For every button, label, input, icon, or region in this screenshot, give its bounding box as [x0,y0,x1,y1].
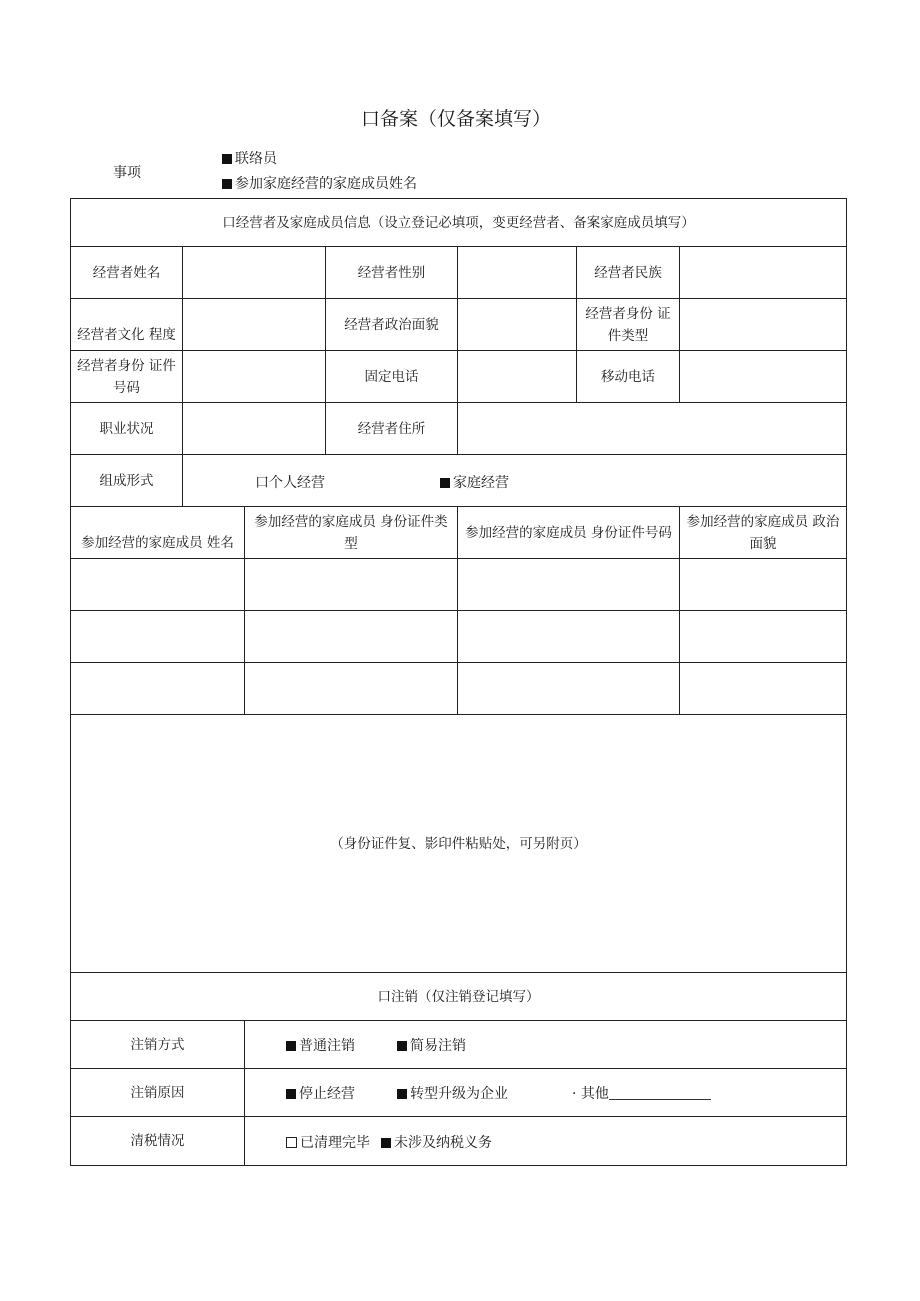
mobile-label: 移动电话 [601,368,655,385]
landline-label: 固定电话 [364,368,419,385]
item-option-liaison[interactable]: 联络员 [222,148,277,168]
checked-box-icon [381,1138,391,1148]
name-field[interactable] [183,247,325,298]
checked-box-icon [397,1041,407,1051]
checked-box-icon [286,1089,296,1099]
address-label: 经营者住所 [357,420,426,437]
landline-field[interactable] [458,351,576,402]
ethnicity-field[interactable] [680,247,846,298]
id-type-label: 经营者身份 证件类型 [585,305,671,344]
method-label: 注销方式 [130,1036,185,1053]
id-number-label: 经营者身份 证件号码 [77,357,176,396]
family-col-name: 参加经营的家庭成员 姓名 [81,535,234,551]
form-option-individual[interactable]: 口个人经营 [255,475,325,491]
tax-option-not-applicable[interactable]: 未涉及纳税义务 [381,1132,492,1152]
gender-field[interactable] [458,247,576,298]
other-reason-input[interactable] [609,1087,711,1100]
political-label: 经营者政治面貌 [344,316,439,333]
reason-option-other[interactable]: · 其他 [572,1083,711,1103]
form-option-family[interactable]: 家庭经营 [440,472,509,492]
education-field[interactable] [183,299,325,350]
occupation-label: 职业状况 [99,420,154,437]
reason-label: 注销原因 [130,1084,185,1101]
method-option-simple[interactable]: 简易注销 [397,1035,466,1055]
ethnicity-label: 经营者民族 [594,264,662,281]
id-copy-area: （身份证件复、影印件粘贴处，可另附页） [330,835,587,852]
form-label: 组成形式 [99,472,154,489]
checked-box-icon [222,179,232,189]
cancellation-title: 口注销（仅注销登记填写） [377,988,540,1005]
id-type-field[interactable] [680,299,846,350]
family-member-rows[interactable] [71,559,846,714]
unchecked-box-icon [286,1137,297,1148]
filing-title: 口备案（仅备案填写） [361,108,552,130]
family-col-id-type: 参加经营的家庭成员 身份证件类型 [254,513,448,552]
family-col-id-number: 参加经营的家庭成员 身份证件号码 [465,524,672,541]
operator-section-title: 口经营者及家庭成员信息（设立登记必填项，变更经营者、备案家庭成员填写） [222,214,695,231]
address-field[interactable] [458,403,846,454]
tax-label: 清税情况 [130,1133,185,1149]
item-option-family-members[interactable]: 参加家庭经营的家庭成员姓名 [222,173,417,193]
reason-option-upgrade[interactable]: 转型升级为企业 [397,1083,508,1103]
education-label: 经营者文化 程度 [77,327,176,343]
checked-box-icon [397,1089,407,1099]
id-number-field[interactable] [183,351,325,402]
item-label: 事项 [113,165,141,181]
political-field[interactable] [458,299,576,350]
checked-box-icon [222,154,232,164]
family-col-political: 参加经营的家庭成员 政治面貌 [686,513,840,552]
checked-box-icon [286,1041,296,1051]
name-label: 经营者姓名 [92,264,161,281]
mobile-field[interactable] [680,351,846,402]
reason-option-stop[interactable]: 停止经营 [286,1083,355,1103]
tax-option-cleared[interactable]: 已清理完毕 [286,1132,370,1152]
gender-label: 经营者性别 [357,264,426,281]
occupation-field[interactable] [183,403,325,454]
method-option-normal[interactable]: 普通注销 [286,1035,355,1055]
checked-box-icon [440,478,450,488]
